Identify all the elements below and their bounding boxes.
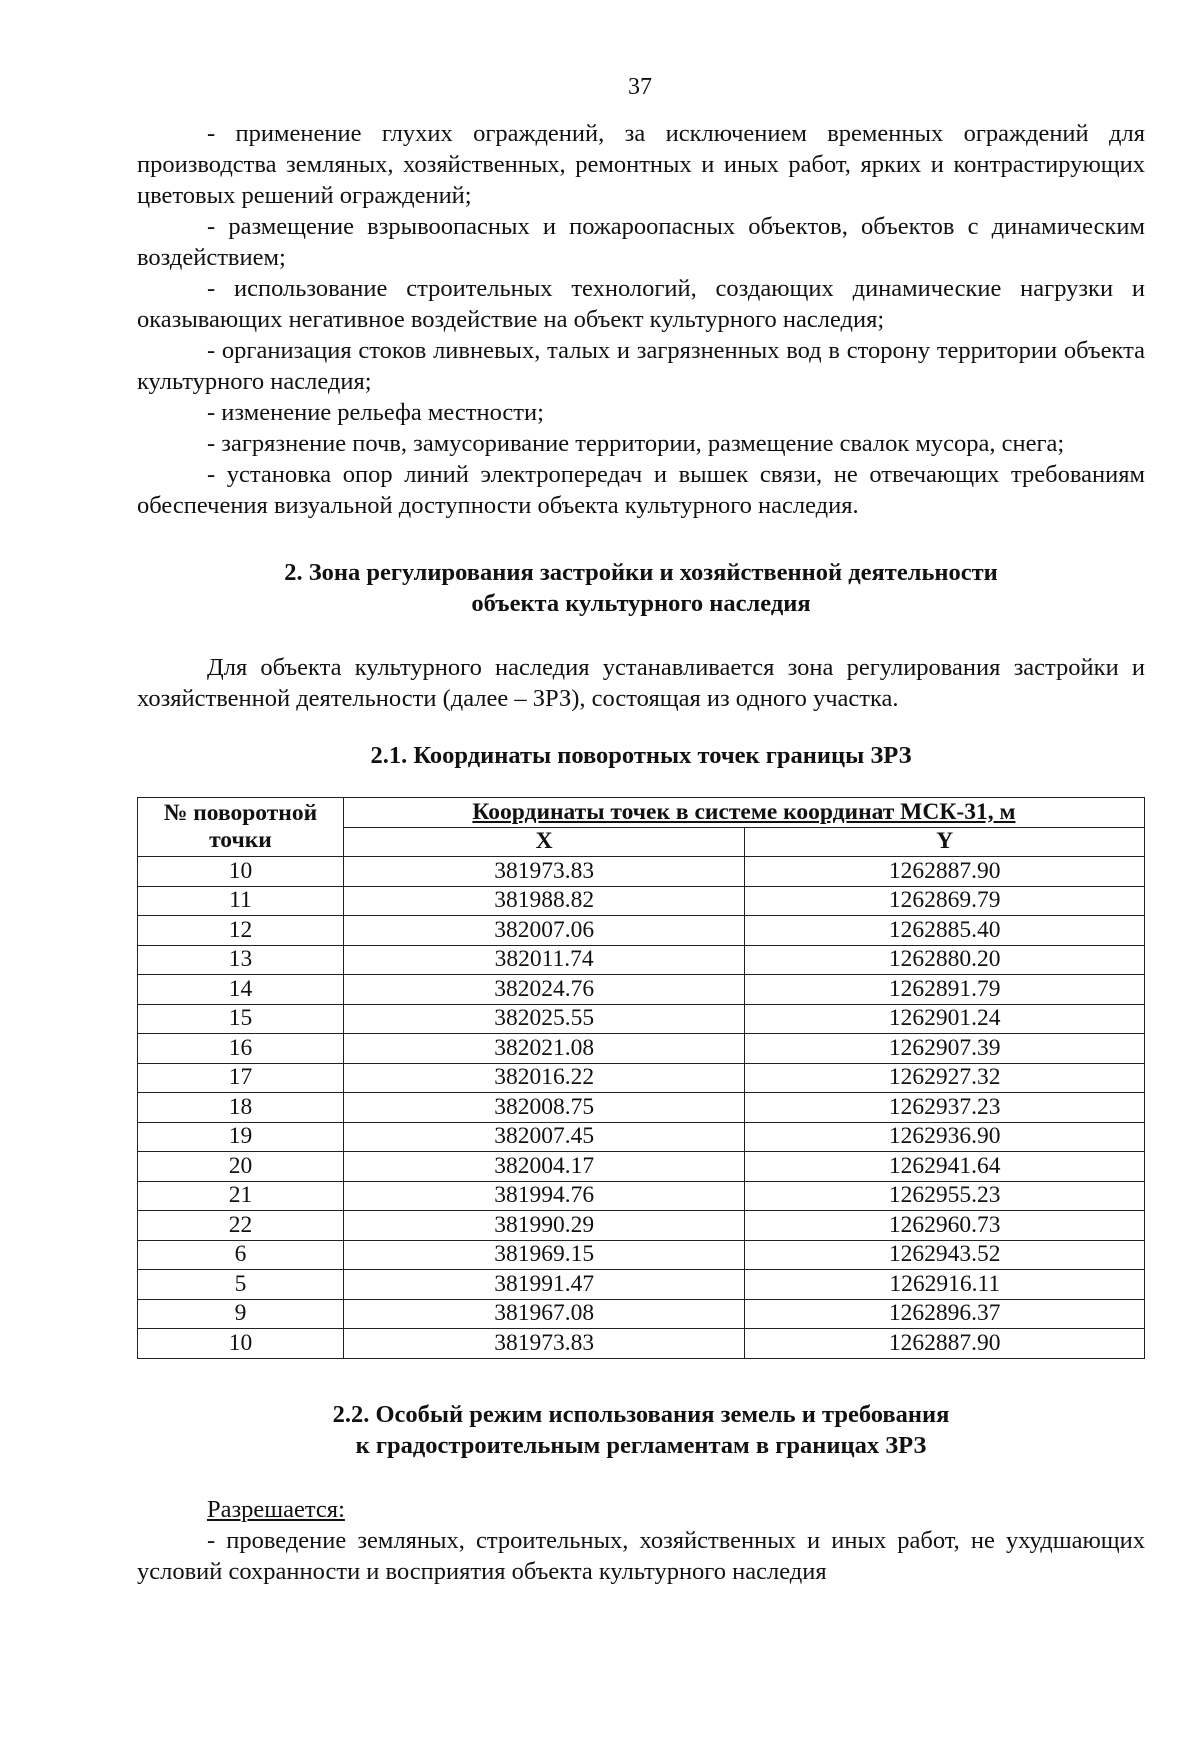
- permitted-label-line: [137, 1494, 1145, 1525]
- section-2-heading: [137, 557, 1145, 619]
- x-coordinate-cell: 382021.08: [343, 1034, 745, 1064]
- y-coordinate-cell: 1262943.52: [745, 1240, 1145, 1270]
- restrictions-list: [137, 118, 1145, 521]
- point-number-header-line-1: № поворотной: [163, 800, 318, 826]
- point-number-cell: 14: [138, 975, 344, 1005]
- x-header: X: [343, 827, 745, 857]
- y-coordinate-cell: 1262896.37: [745, 1299, 1145, 1329]
- list-item: - организация стоков ливневых, талых и загрязненных вод в сторону территории объекта культурного наследия;: [137, 337, 1145, 395]
- y-coordinate-cell: 1262937.23: [745, 1093, 1145, 1123]
- y-coordinate-cell: 1262941.64: [745, 1152, 1145, 1182]
- page-body: [137, 118, 1145, 1587]
- point-number-cell: 11: [138, 886, 344, 916]
- point-number-cell: 20: [138, 1152, 344, 1182]
- table-row: [138, 1211, 1145, 1241]
- table-row: [138, 1240, 1145, 1270]
- section-2-intro: Для объекта культурного наследия устанавливается зона регулирования застройки и хозяйственной деятельности (далее – ЗРЗ), состоящая из одного участка.: [137, 654, 1145, 712]
- list-item: - установка опор линий электропередач и вышек связи, не отвечающих требованиям обеспечения визуальной доступности объекта культурного наследия.: [137, 461, 1145, 519]
- list-item: - применение глухих ограждений, за исключением временных ограждений для производства земляных, хозяйственных, ремонтных и иных работ, ярких и контрастирующих цветовых решений ограждений;: [137, 120, 1145, 209]
- y-coordinate-cell: 1262887.90: [745, 857, 1145, 887]
- y-coordinate-cell: 1262916.11: [745, 1270, 1145, 1300]
- page-number: 37: [628, 74, 652, 100]
- x-coordinate-cell: 381988.82: [343, 886, 745, 916]
- list-item: - использование строительных технологий, создающих динамические нагрузки и оказывающих негативное воздействие на объект культурного наследия;: [137, 275, 1145, 333]
- point-number-cell: 22: [138, 1211, 344, 1241]
- point-number-cell: 6: [138, 1240, 344, 1270]
- table-row: [138, 1329, 1145, 1359]
- x-coordinate-cell: 382008.75: [343, 1093, 745, 1123]
- list-item: - изменение рельефа местности;: [207, 399, 544, 426]
- y-coordinate-cell: 1262869.79: [745, 886, 1145, 916]
- list-item: - размещение взрывоопасных и пожароопасных объектов, объектов с динамическим воздействием;: [137, 213, 1145, 271]
- point-number-cell: 18: [138, 1093, 344, 1123]
- table-header-row: [138, 798, 1145, 828]
- point-number-cell: 21: [138, 1181, 344, 1211]
- section-2-heading-line-1: 2. Зона регулирования застройки и хозяйственной деятельности: [284, 559, 998, 586]
- point-number-cell: 9: [138, 1299, 344, 1329]
- point-number-cell: 5: [138, 1270, 344, 1300]
- table-row: [138, 1299, 1145, 1329]
- x-coordinate-cell: 382004.17: [343, 1152, 745, 1182]
- point-number-cell: 13: [138, 945, 344, 975]
- x-coordinate-cell: 381990.29: [343, 1211, 745, 1241]
- table-row: [138, 1063, 1145, 1093]
- table-row: [138, 1004, 1145, 1034]
- x-coordinate-cell: 382024.76: [343, 975, 745, 1005]
- point-number-cell: 19: [138, 1122, 344, 1152]
- x-coordinate-cell: 381973.83: [343, 1329, 745, 1359]
- y-coordinate-cell: 1262960.73: [745, 1211, 1145, 1241]
- table-row: [138, 857, 1145, 887]
- point-number-header-line-2: точки: [209, 827, 272, 853]
- y-coordinate-cell: 1262955.23: [745, 1181, 1145, 1211]
- y-coordinate-cell: 1262891.79: [745, 975, 1145, 1005]
- x-coordinate-cell: 382016.22: [343, 1063, 745, 1093]
- permitted-item: - проведение земляных, строительных, хозяйственных и иных работ, не ухудшающих условий сохранности и восприятия объекта культурного наследия: [137, 1526, 1145, 1585]
- table-row: [138, 1034, 1145, 1064]
- point-number-header: [138, 798, 344, 857]
- table-row: [138, 1152, 1145, 1182]
- point-number-cell: 16: [138, 1034, 344, 1064]
- point-number-cell: 12: [138, 916, 344, 946]
- y-coordinate-cell: 1262927.32: [745, 1063, 1145, 1093]
- table-row: [138, 1093, 1145, 1123]
- table-row: [138, 1122, 1145, 1152]
- x-coordinate-cell: 382011.74: [343, 945, 745, 975]
- x-coordinate-cell: 381973.83: [343, 857, 745, 887]
- table-row: [138, 916, 1145, 946]
- table-row: [138, 886, 1145, 916]
- x-coordinate-cell: 381991.47: [343, 1270, 745, 1300]
- coordinates-table: [137, 797, 1145, 1359]
- coordinates-header: Координаты точек в системе координат МСК-31, м: [343, 798, 1144, 828]
- x-coordinate-cell: 381969.15: [343, 1240, 745, 1270]
- table-row: [138, 975, 1145, 1005]
- point-number-cell: 10: [138, 857, 344, 887]
- table-row: [138, 945, 1145, 975]
- point-number-cell: 10: [138, 1329, 344, 1359]
- x-coordinate-cell: 382025.55: [343, 1004, 745, 1034]
- x-coordinate-cell: 381994.76: [343, 1181, 745, 1211]
- section-2-2-heading: [137, 1399, 1145, 1461]
- y-coordinate-cell: 1262887.90: [745, 1329, 1145, 1359]
- permitted-label: Разрешается:: [207, 1495, 345, 1523]
- section-2-2-heading-line-2: к градостроительным регламентам в границах ЗРЗ: [355, 1431, 927, 1459]
- section-2-1-heading: 2.1. Координаты поворотных точек границы ЗРЗ: [370, 742, 912, 769]
- x-coordinate-cell: 382007.45: [343, 1122, 745, 1152]
- section-2-2-heading-line-1: 2.2. Особый режим использования земель и требования: [332, 1400, 950, 1428]
- y-coordinate-cell: 1262901.24: [745, 1004, 1145, 1034]
- table-row: [138, 1270, 1145, 1300]
- y-coordinate-cell: 1262885.40: [745, 916, 1145, 946]
- y-header: Y: [745, 827, 1145, 857]
- table-row: [138, 1181, 1145, 1211]
- x-coordinate-cell: 381967.08: [343, 1299, 745, 1329]
- list-item: - загрязнение почв, замусоривание территории, размещение свалок мусора, снега;: [207, 430, 1065, 457]
- section-2-heading-line-2: объекта культурного наследия: [471, 590, 811, 617]
- point-number-cell: 15: [138, 1004, 344, 1034]
- y-coordinate-cell: 1262880.20: [745, 945, 1145, 975]
- point-number-cell: 17: [138, 1063, 344, 1093]
- y-coordinate-cell: 1262936.90: [745, 1122, 1145, 1152]
- table-body: [138, 857, 1145, 1359]
- x-coordinate-cell: 382007.06: [343, 916, 745, 946]
- y-coordinate-cell: 1262907.39: [745, 1034, 1145, 1064]
